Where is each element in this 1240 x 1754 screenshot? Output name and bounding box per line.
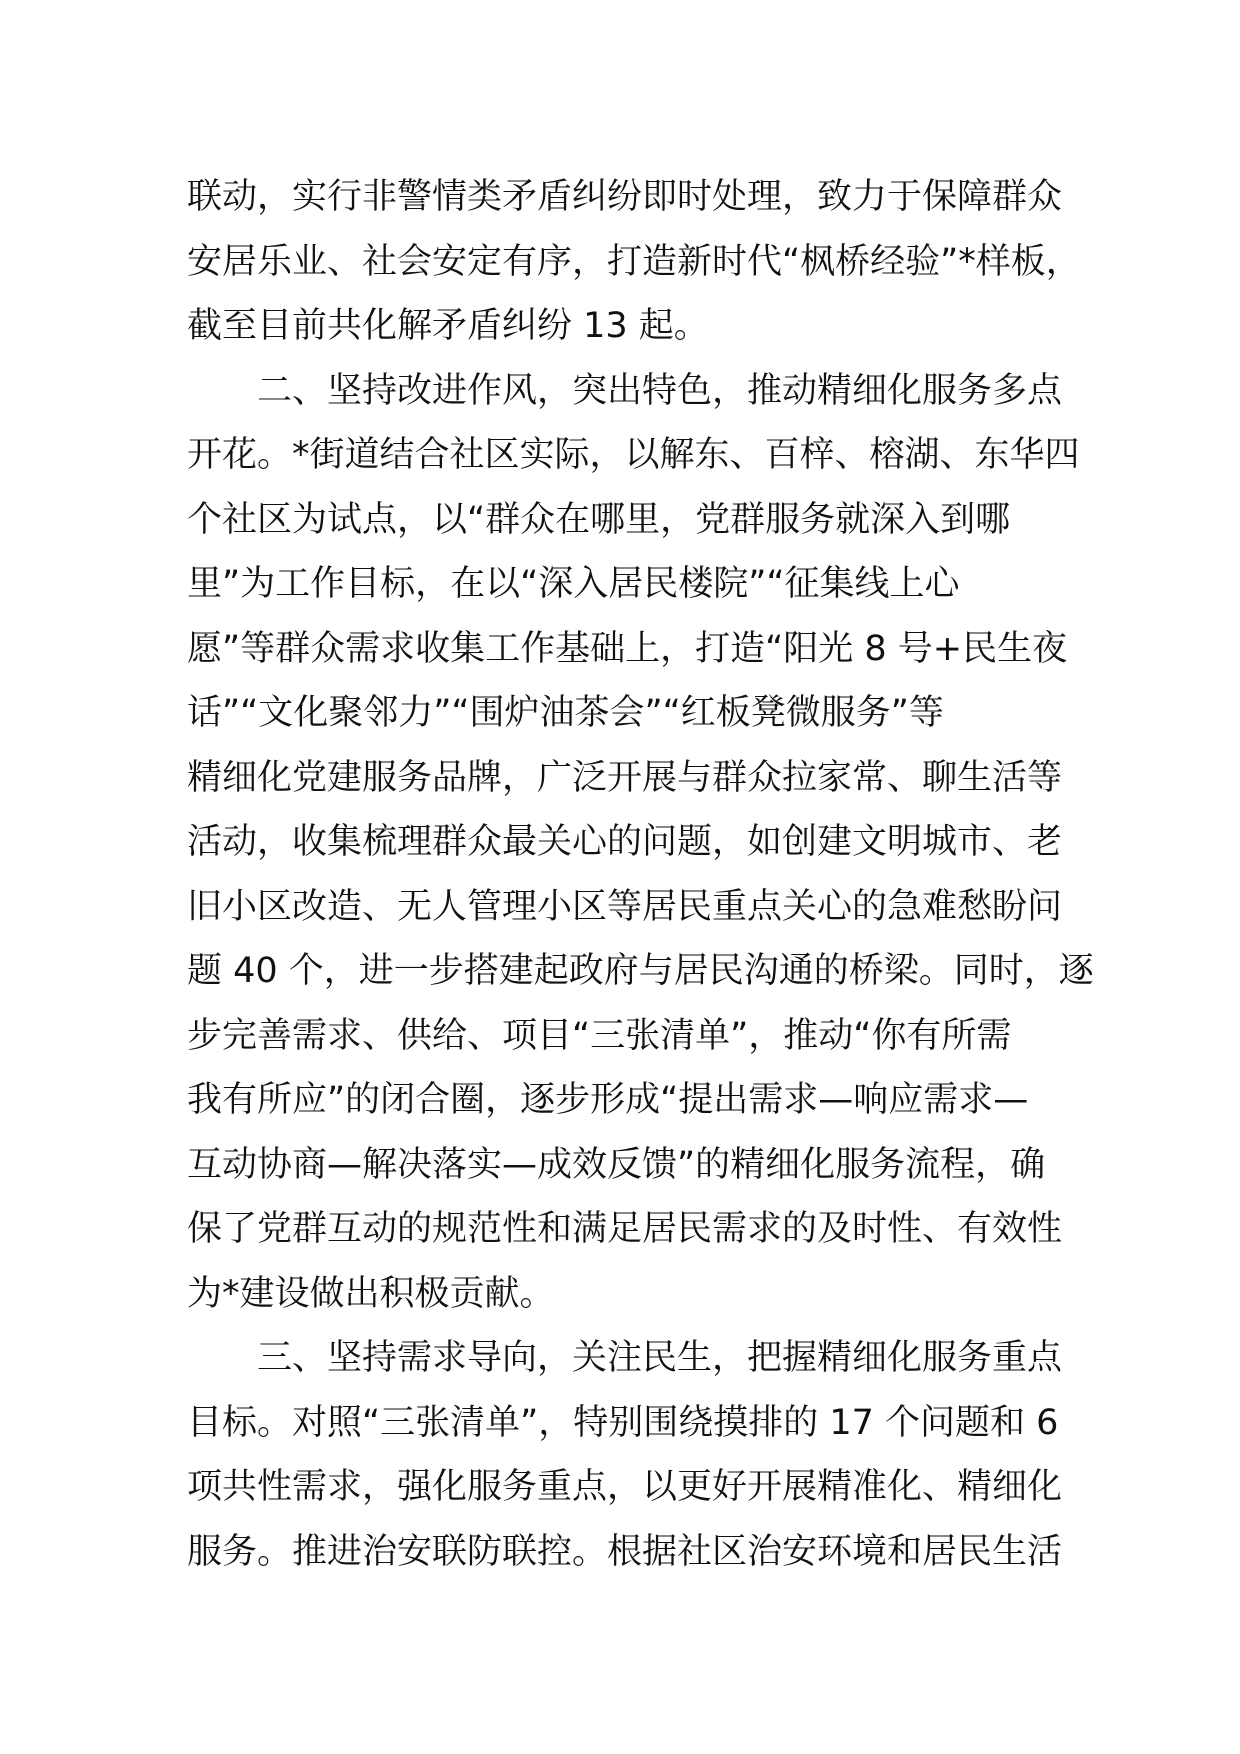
text-line: 保了党群互动的规范性和满足居民需求的及时性、有效性 — [187, 1209, 1063, 1249]
text-line: 愿”等群众需求收集工作基础上，打造“阳光 8 号+民生夜 — [187, 628, 1068, 669]
section-heading-line: 二、坚持改进作风，突出特色，推动精细化服务多点 — [257, 370, 1063, 411]
text-line: 服务。推进治安联防联控。根据社区治安环境和居民生活 — [187, 1531, 1063, 1572]
text-line: 个社区为试点，以“群众在哪里，党群服务就深入到哪 — [187, 499, 1011, 540]
text-line: 活动，收集梳理群众最关心的问题，如创建文明城市、老 — [187, 822, 1063, 862]
section-heading-line: 三、坚持需求导向，关注民生，把握精细化服务重点 — [257, 1338, 1063, 1378]
text-line: 旧小区改造、无人管理小区等居民重点关心的急难愁盼问 — [187, 886, 1063, 927]
text-line: 互动协商—解决落实—成效反馈”的精细化服务流程，确 — [187, 1144, 1046, 1185]
text-line: 截至目前共化解矛盾纠纷 13 起。 — [187, 306, 709, 346]
text-line: 联动，实行非警情类矛盾纠纷即时处理，致力于保障群众 — [187, 177, 1063, 217]
text-line: 我有所应”的闭合圈，逐步形成“提出需求—响应需求— — [187, 1080, 1029, 1120]
text-line: 步完善需求、供给、项目“三张清单”，推动“你有所需 — [187, 1015, 1012, 1056]
document-body — [187, 165, 1094, 1584]
text-line: 为*建设做出积极贡献。 — [187, 1273, 555, 1314]
text-line: 精细化党建服务品牌，广泛开展与群众拉家常、聊生活等 — [187, 757, 1063, 798]
text-line: 项共性需求，强化服务重点，以更好开展精准化、精细化 — [187, 1467, 1063, 1507]
text-line: 话”“文化聚邻力”“围炉油茶会”“红板凳微服务”等 — [187, 693, 944, 733]
text-line: 安居乐业、社会安定有序，打造新时代“枫桥经验”*样板， — [187, 241, 1081, 282]
text-line: 里”为工作目标，在以“深入居民楼院”“征集线上心 — [187, 564, 960, 604]
text-line: 题 40 个，进一步搭建起政府与居民沟通的桥梁。同时，逐 — [187, 951, 1094, 991]
text-line: 目标。对照“三张清单”，特别围绕摸排的 17 个问题和 6 — [187, 1402, 1059, 1443]
text-line: 开花。*街道结合社区实际，以解东、百梓、榕湖、东华四 — [187, 435, 1080, 475]
